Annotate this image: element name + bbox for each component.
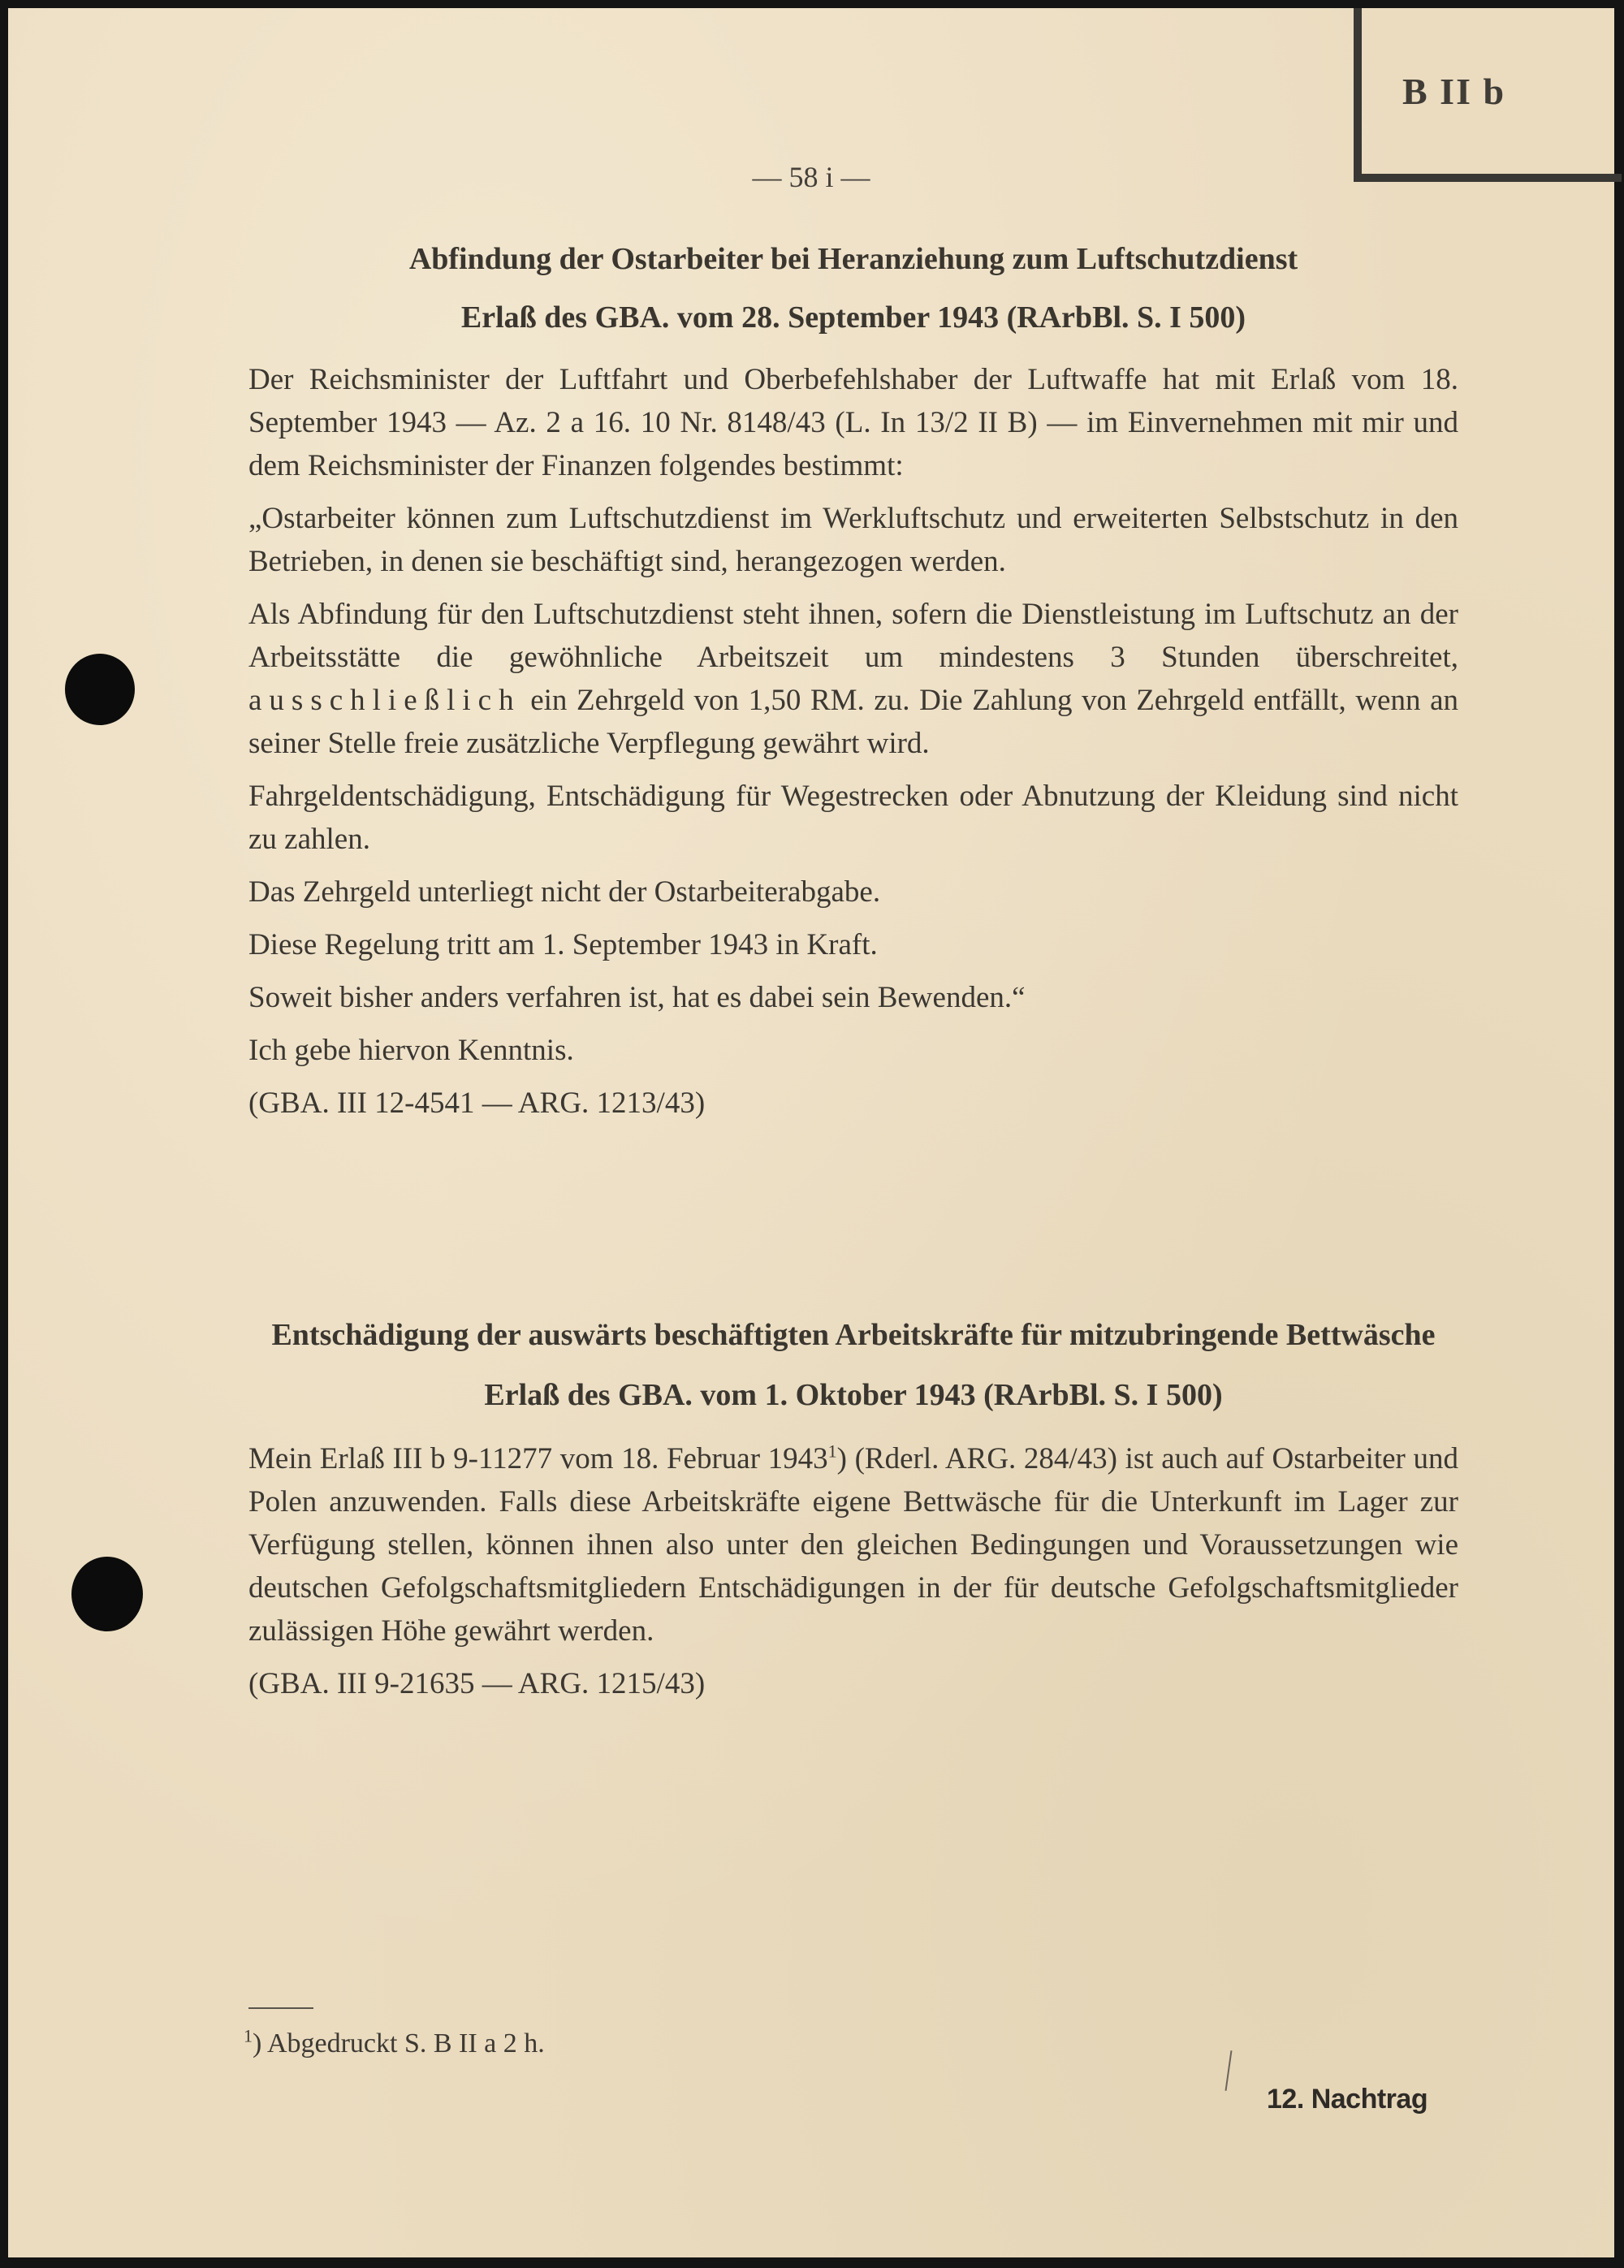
section-title: Entschädigung der auswärts beschäftigten Arbeitskräfte für mitzubringende Bettwäsche — [271, 1318, 1436, 1352]
section-ostarbeiter-luftschutz — [248, 238, 1458, 1125]
paragraph: Das Zehrgeld unterliegt nicht der Ostarbeiterabgabe. — [248, 875, 881, 909]
footnote-text: ) Abgedruckt S. B II a 2 h. — [253, 2028, 545, 2058]
footnote — [244, 2025, 545, 2059]
punch-hole-upper — [65, 654, 135, 725]
document-page — [8, 8, 1614, 2257]
pencil-mark — [1225, 2050, 1233, 2091]
paragraph: Fahrgeldentschädigung, Entschädigung für Wegestrecken oder Abnutzung der Kleidung sind nicht zu zahlen. — [248, 780, 1458, 856]
section-title: Abfindung der Ostarbeiter bei Heranziehung zum Luftschutzdienst — [408, 242, 1298, 276]
text-run: ein Zehrgeld von 1,50 RM. zu. Die Zahlung von Zehrgeld entfällt, wenn an seiner Stelle freie zusätzliche Verpflegung gewährt wird. — [248, 684, 1458, 760]
page-number: — 58 i — — [752, 161, 870, 193]
paragraph — [248, 1437, 1458, 1652]
text-run: Mein Erlaß III b 9-11277 vom 18. Februar 1943 — [248, 1442, 828, 1475]
supplement-label: 12. Nachtrag — [1267, 2084, 1428, 2115]
footnote-ref[interactable]: 1 — [827, 1441, 837, 1462]
section-tab-label: B II b — [1402, 71, 1506, 112]
footnote-divider — [248, 2007, 313, 2009]
paragraph: Soweit bisher anders verfahren ist, hat es dabei sein Bewenden.“ — [248, 981, 1026, 1014]
paragraph: Der Reichsminister der Luftfahrt und Oberbefehlshaber der Luftwaffe hat mit Erlaß vom 18. September 1943 — Az. 2 a 16. 10 Nr. 8148/43 (L. In 13/2 II B) — im Einvernehmen mit mir und dem Reichsminister der Finanzen folgendes bestimmt: — [248, 363, 1458, 482]
file-reference: (GBA. III 9-21635 — ARG. 1215/43) — [248, 1667, 706, 1700]
section-bettwaesche — [248, 1314, 1458, 1705]
emphasized-word: ausschließlich — [248, 684, 521, 717]
paragraph: Diese Regelung tritt am 1. September 1943 in Kraft. — [248, 928, 878, 961]
text-run: ) (Rderl. ARG. 284/43) ist auch auf Ostarbeiter und Polen anzuwenden. Falls diese Arbeitskräfte eigene Bettwäsche für die Unterkunft im Lager zur Verfügung stellen, können ihnen also unter den gleichen Bedingungen und Voraussetzungen wie deutschen Gefolgschaftsmitgliedern Entschädigungen in der für deutsche Gefolgschaftsmitglieder zulässigen Höhe gewährt werden. — [248, 1442, 1458, 1648]
decree-reference: Erlaß des GBA. vom 28. September 1943 (RArbBl. S. I 500) — [460, 300, 1246, 335]
footnote-marker: 1 — [244, 2025, 253, 2046]
paragraph-quote-start: „Ostarbeiter können zum Luftschutzdienst im Werkluftschutz und erweiterten Selbstschutz in den Betrieben, in denen sie beschäftigt sind, herangezogen werden. — [248, 502, 1458, 578]
punch-hole-lower — [71, 1557, 143, 1631]
text-run: Als Abfindung für den Luftschutzdienst steht ihnen, sofern die Dienstleistung im Luftschutz an der Arbeitsstätte die gewöhnliche Arbeitszeit um mindestens 3 Stunden überschreitet, — [248, 598, 1458, 674]
file-reference: (GBA. III 12-4541 — ARG. 1213/43) — [248, 1086, 706, 1120]
decree-reference: Erlaß des GBA. vom 1. Oktober 1943 (RArbBl. S. I 500) — [484, 1378, 1223, 1412]
paragraph-compensation — [248, 593, 1458, 765]
paragraph: Ich gebe hiervon Kenntnis. — [248, 1034, 574, 1067]
